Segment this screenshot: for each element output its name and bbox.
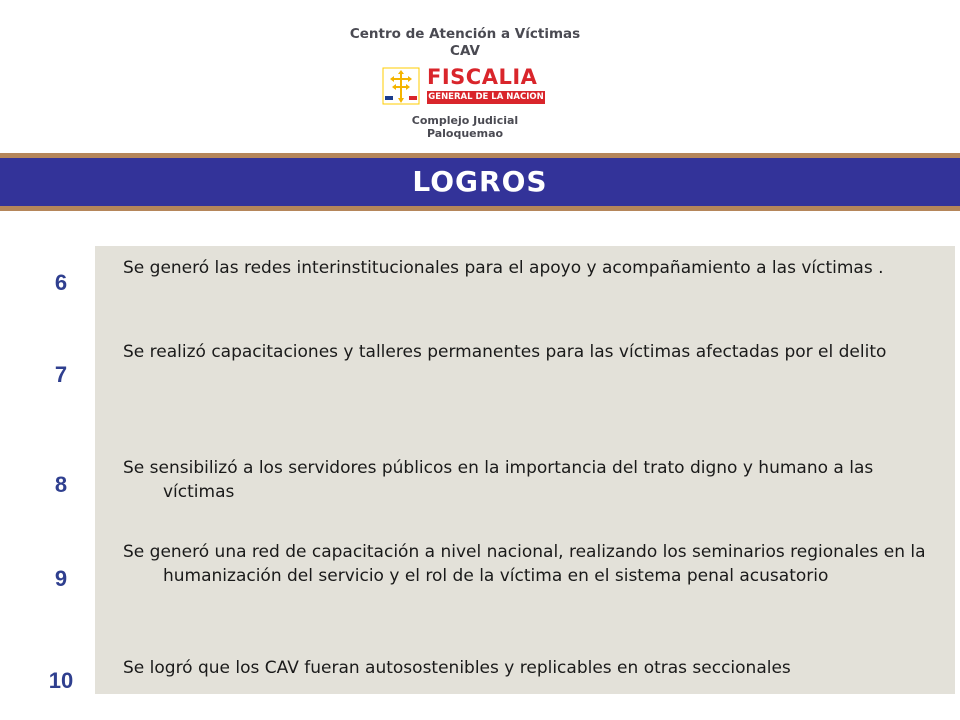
item-number-10: 10 [48,668,74,693]
cav-title-line1: Centro de Atención a Víctimas [349,26,581,42]
complejo-judicial [0,114,930,140]
complejo-line2: Paloquemao [426,127,504,140]
achievement-item: Se generó una red de capacitación a nivel nacional, realizando los seminarios regionales en la humanización del servicio y el rol de la víctima en el sistema penal acusatorio [123,542,926,586]
cav-title [0,26,930,60]
logros-banner [0,153,960,211]
item-number-7: 7 [54,362,68,387]
fiscalia-subtitle: GENERAL DE LA NACION [428,92,544,102]
achievements-panel [95,246,955,694]
achievement-item: Se realizó capacitaciones y talleres permanentes para las víctimas afectadas por el delito [123,342,887,362]
item-number-6: 6 [54,270,68,295]
item-number-8: 8 [54,472,68,497]
cav-title-line2: CAV [450,43,480,59]
achievement-item: Se logró que los CAV fueran autosostenibles y replicables en otras seccionales [123,658,791,678]
coat-of-arms-icon [381,66,421,106]
header-logo [0,0,960,150]
banner-bottom-border [0,206,960,211]
complejo-line1: Complejo Judicial [411,114,519,127]
banner-title: LOGROS [412,165,548,198]
fiscalia-logo [381,66,549,106]
achievement-item: Se generó las redes interinstitucionales para el apoyo y acompañamiento a las víctimas . [123,258,884,278]
banner-bar [0,158,960,206]
item-number-9: 9 [54,566,68,591]
fiscalia-word: FISCALIA [427,65,538,89]
achievement-item: Se sensibilizó a los servidores públicos en la importancia del trato digno y humano a las víctimas [123,458,874,502]
